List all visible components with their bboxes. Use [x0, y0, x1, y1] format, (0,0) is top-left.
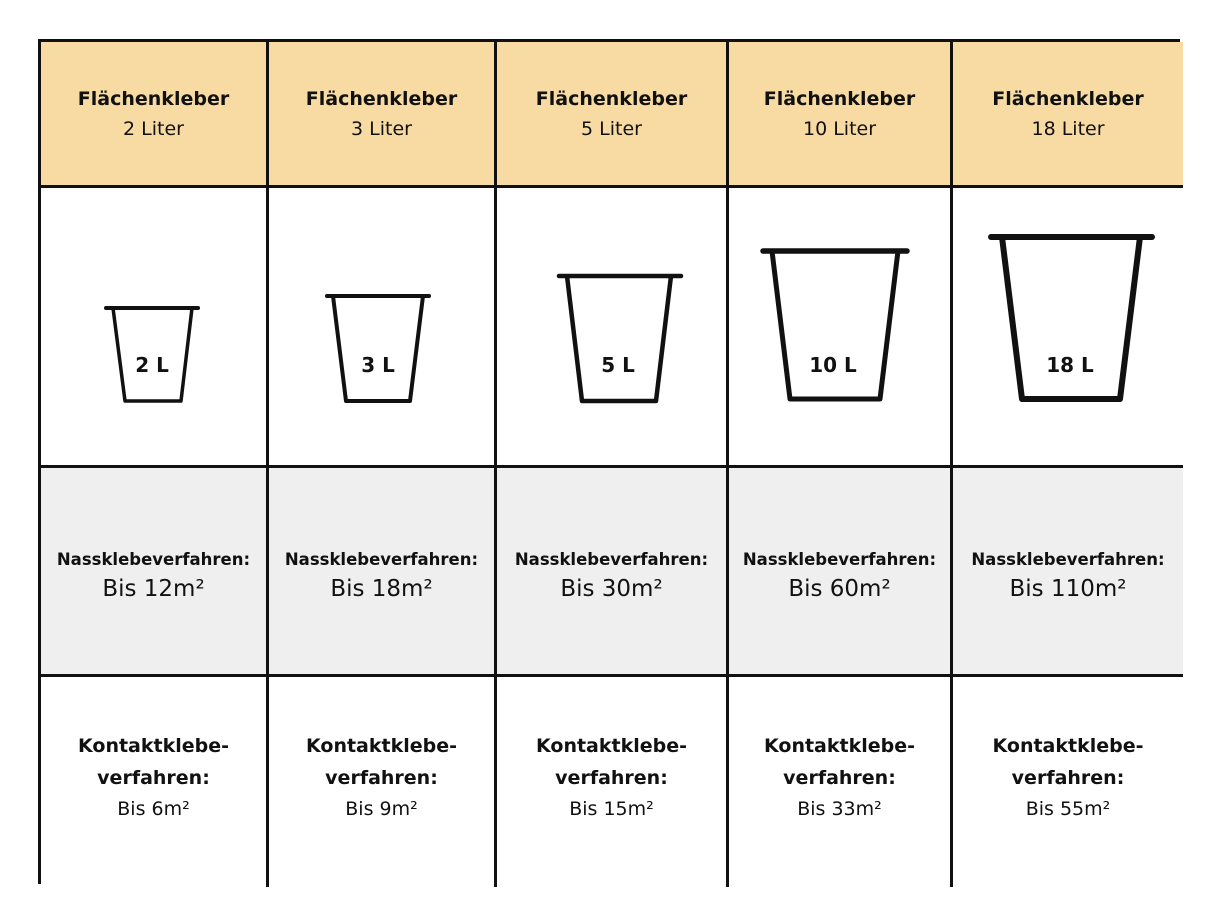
kontakt-label-line-2: verfahren: [555, 767, 668, 789]
kontakt-value: Bis 55m² [1025, 798, 1111, 820]
product-size: 5 Liter [581, 117, 642, 140]
kontakt-cell-3l [269, 677, 497, 887]
kontakt-label-line-2: verfahren: [1011, 767, 1125, 789]
header-cell-10l [729, 42, 953, 188]
product-size: 3 Liter [351, 117, 412, 140]
kontakt-value: Bis 9m² [345, 798, 418, 820]
bucket-label: 2 L [135, 353, 169, 377]
header-cell-5l [497, 42, 729, 188]
product-name: Flächenkleber [763, 87, 916, 110]
kontakt-label-line-1: Kontaktklebe- [306, 735, 457, 757]
kontakt-value: Bis 15m² [569, 798, 654, 820]
product-size: 2 Liter [123, 117, 184, 140]
bucket-icon [41, 188, 266, 465]
header-cell-3l [269, 42, 497, 188]
nass-cell-5l [497, 468, 729, 677]
kontakt-label-line-2: verfahren: [783, 767, 896, 789]
product-table [38, 39, 1180, 884]
product-size: 18 Liter [1031, 117, 1105, 140]
bucket-cell-2l [41, 188, 269, 468]
nass-value: Bis 30m² [560, 576, 663, 602]
bucket-icon [953, 188, 1177, 465]
nass-cell-2l [41, 468, 269, 677]
product-name: Flächenkleber [535, 87, 688, 110]
kontakt-cell-10l [729, 677, 953, 887]
nass-label: Nassklebeverfahren: [56, 550, 251, 569]
nass-cell-10l [729, 468, 953, 677]
bucket-icon [497, 188, 726, 465]
bucket-label: 5 L [601, 353, 635, 377]
nass-value: Bis 12m² [102, 576, 205, 602]
kontakt-cell-2l [41, 677, 269, 887]
bucket-label: 3 L [361, 353, 395, 377]
kontakt-label-line-1: Kontaktklebe- [992, 735, 1144, 757]
bucket-icon [729, 188, 950, 465]
nass-label: Nassklebeverfahren: [742, 550, 937, 569]
bucket-cell-18l [953, 188, 1183, 468]
bucket-cell-5l [497, 188, 729, 468]
header-cell-2l [41, 42, 269, 188]
kontakt-label-line-1: Kontaktklebe- [78, 735, 229, 757]
nass-value: Bis 110m² [1009, 576, 1127, 602]
bucket-cell-10l [729, 188, 953, 468]
product-name: Flächenkleber [992, 87, 1144, 110]
nass-label: Nassklebeverfahren: [284, 550, 479, 569]
nass-label: Nassklebeverfahren: [514, 550, 709, 569]
bucket-label: 10 L [809, 353, 857, 377]
product-name: Flächenkleber [305, 87, 458, 110]
bucket-cell-3l [269, 188, 497, 468]
kontakt-label-line-2: verfahren: [97, 767, 210, 789]
product-name: Flächenkleber [77, 87, 230, 110]
kontakt-label-line-1: Kontaktklebe- [764, 735, 915, 757]
nass-value: Bis 18m² [330, 576, 433, 602]
nass-cell-3l [269, 468, 497, 677]
kontakt-cell-5l [497, 677, 729, 887]
product-size: 10 Liter [802, 117, 877, 140]
nass-value: Bis 60m² [788, 576, 891, 602]
kontakt-cell-18l [953, 677, 1183, 887]
kontakt-label-line-2: verfahren: [325, 767, 438, 789]
nass-cell-18l [953, 468, 1183, 677]
bucket-label: 18 L [1046, 353, 1094, 377]
nass-label: Nassklebeverfahren: [971, 550, 1165, 569]
kontakt-value: Bis 33m² [797, 798, 882, 820]
kontakt-label-line-1: Kontaktklebe- [536, 735, 687, 757]
kontakt-value: Bis 6m² [117, 798, 190, 820]
header-cell-18l [953, 42, 1183, 188]
bucket-icon [269, 188, 494, 465]
